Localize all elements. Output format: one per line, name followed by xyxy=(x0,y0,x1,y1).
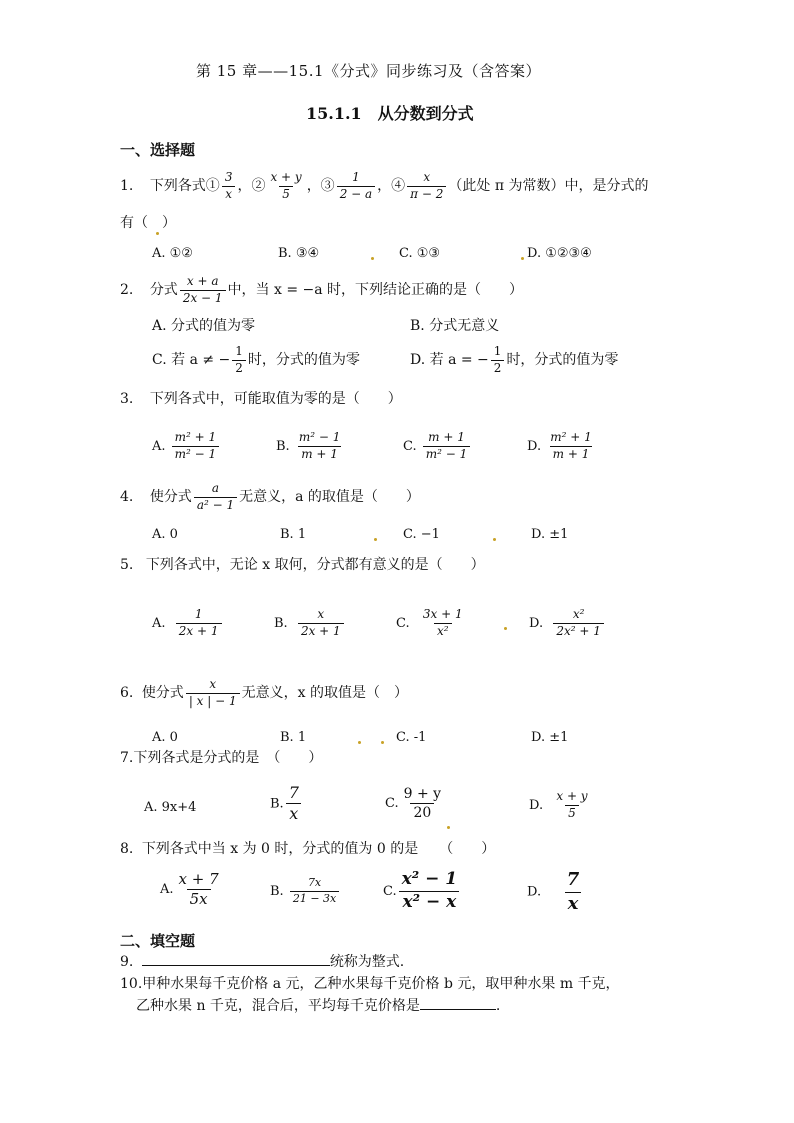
option-label: B. xyxy=(274,616,288,631)
question-text: 使分式 xyxy=(141,685,184,701)
option-a[interactable]: A. 0 xyxy=(152,730,178,745)
fraction: $\frac{1}{2}$ xyxy=(232,345,246,376)
decorative-dot xyxy=(156,232,159,235)
option-b[interactable] xyxy=(270,872,341,912)
option-text: D. 若 a = − xyxy=(410,352,489,368)
question-text: 乙种水果 n 千克，混合后，平均每千克价格是 xyxy=(136,998,420,1014)
question-7 xyxy=(120,751,322,765)
fraction: $\frac{\text{m² + 1}}{\text{m² − 1}}$ xyxy=(172,431,220,462)
answer-blank[interactable] xyxy=(420,1009,496,1010)
question-1 xyxy=(120,167,649,205)
section-fill-heading: 二、填空题 xyxy=(120,932,196,950)
fraction: $\frac{x}{2x + 1}$ xyxy=(298,608,344,639)
option-d[interactable]: D. ①②③④ xyxy=(527,246,592,261)
option-a[interactable]: A. 9x+4 xyxy=(144,800,197,815)
question-text: 有（ ） xyxy=(120,215,176,231)
question-text: 使分式 xyxy=(149,489,192,505)
option-d[interactable]: D. ±1 xyxy=(531,527,569,542)
option-label: B. xyxy=(270,796,284,812)
option-b[interactable]: B. 1 xyxy=(280,527,307,542)
option-a[interactable]: A. 分式的值为零 xyxy=(152,318,256,334)
question-10-line1: 10.甲种水果每千克价格 a 元，乙种水果每千克价格 b 元，取甲种水果 m 千克， xyxy=(120,976,620,992)
question-text: 无意义，x 的取值是（ ） xyxy=(241,685,408,701)
option-b[interactable]: B. 1 xyxy=(280,730,307,745)
fraction: $\frac{7x}{21 - 3x}$ xyxy=(290,877,339,905)
fraction: $\frac{x + y}{5}$ xyxy=(270,169,302,201)
decorative-dot xyxy=(374,538,377,541)
option-label: C. xyxy=(403,439,417,454)
question-number: 8. xyxy=(120,841,134,857)
question-text: （此处 π 为常数）中，是分式的 xyxy=(448,178,649,194)
question-text: ，② xyxy=(237,178,266,194)
question-text: . xyxy=(495,998,501,1014)
option-c[interactable] xyxy=(385,784,446,824)
fraction: $\frac{\text{x²}}{\text{2x² + 1}}$ xyxy=(553,608,604,639)
question-text: 无意义，a 的取值是（ ） xyxy=(239,489,420,505)
question-text: ，④ xyxy=(377,178,406,194)
decorative-dot xyxy=(504,627,507,630)
option-label: A. xyxy=(160,882,174,897)
page-subtitle: 15.1.1 从分数到分式 xyxy=(306,104,474,123)
decorative-dot xyxy=(358,741,361,744)
option-label: D. xyxy=(529,798,544,813)
option-c[interactable] xyxy=(383,870,462,914)
fraction: $\frac{m + 1}{\text{m² − 1}}$ xyxy=(423,431,471,462)
option-text: C. 若 a ≠ − xyxy=(152,352,231,368)
option-d[interactable]: D. ±1 xyxy=(531,730,569,745)
question-8 xyxy=(120,842,495,856)
option-b[interactable]: B. ③④ xyxy=(278,246,320,261)
question-text: 下列各式中当 x 为 0 时，分式的值为 0 的是 （ ） xyxy=(141,841,496,857)
question-4 xyxy=(120,478,420,516)
option-label: B. xyxy=(270,884,284,899)
question-text: 下列各式是分式的是 （ ） xyxy=(133,750,323,766)
option-label: A. xyxy=(152,616,166,631)
option-c[interactable]: C. -1 xyxy=(396,730,427,745)
fraction: $\frac{7}{x}$ xyxy=(564,870,583,914)
question-9 xyxy=(120,955,404,969)
fraction: $\frac{x + y}{5}$ xyxy=(556,789,588,820)
question-text: ，③ xyxy=(306,178,335,194)
question-number: 7. xyxy=(120,750,134,766)
option-label: B. xyxy=(276,439,290,454)
fraction: $\frac{3x + 1}{\text{x²}}$ xyxy=(422,607,463,638)
fraction: $\frac{1}{2x + 1}$ xyxy=(176,608,222,639)
option-c[interactable]: C. −1 xyxy=(403,527,440,542)
option-d[interactable] xyxy=(410,341,618,379)
option-text: 时，分式的值为零 xyxy=(506,352,619,368)
question-text: 下列各式① xyxy=(149,178,220,194)
fraction: $\frac{1}{2}$ xyxy=(491,345,505,376)
answer-blank[interactable] xyxy=(142,965,330,966)
decorative-dot xyxy=(371,257,374,260)
question-3 xyxy=(120,392,402,406)
question-text: 中，当 x = −a 时，下列结论正确的是（ ） xyxy=(227,282,524,298)
fraction: $\frac{x}{| x | - 1}$ xyxy=(186,678,240,709)
option-label: D. xyxy=(529,616,544,631)
question-number: 3. xyxy=(120,391,134,407)
question-text: 下列各式中，可能取值为零的是（ ） xyxy=(149,391,402,407)
fraction: $\frac{\text{m² − 1}}{m + 1}$ xyxy=(298,430,341,461)
option-d[interactable] xyxy=(529,604,606,644)
option-label: C. xyxy=(385,796,399,811)
option-d[interactable] xyxy=(527,870,584,915)
question-5 xyxy=(120,558,485,572)
question-number: 1. xyxy=(120,178,134,194)
fraction: $\frac{\text{x² − 1}}{\text{x² − x}}$ xyxy=(399,870,461,912)
fraction: $\frac{a}{\text{a² − 1}}$ xyxy=(194,482,237,513)
option-d[interactable] xyxy=(527,427,597,467)
fraction: $\frac{x + 7}{5x}$ xyxy=(178,869,219,908)
question-2 xyxy=(120,271,523,309)
fraction: $\frac{3}{x}$ xyxy=(222,171,236,202)
question-text: 统称为整式. xyxy=(329,954,405,970)
fraction: $\frac{x}{\pi - 2}$ xyxy=(407,171,446,202)
option-a[interactable]: A. 0 xyxy=(152,527,178,542)
option-a[interactable]: A. ①② xyxy=(152,246,193,261)
option-label: C. xyxy=(383,884,397,899)
option-b[interactable] xyxy=(274,604,346,644)
question-number: 6. xyxy=(120,685,134,701)
option-a[interactable] xyxy=(152,427,221,467)
option-text: 时，分式的值为零 xyxy=(247,352,360,368)
question-text: 分式 xyxy=(149,282,178,298)
option-c[interactable] xyxy=(396,604,468,644)
fraction: $\frac{7}{x}$ xyxy=(286,784,302,824)
question-text: 下列各式中，无论 x 取何，分式都有意义的是（ ） xyxy=(145,557,485,573)
fraction: $\frac{9 + y}{20}$ xyxy=(403,785,442,821)
decorative-dot xyxy=(381,741,384,744)
decorative-dot xyxy=(521,257,524,260)
page-title: 第 15 章——15.1《分式》同步练习及（含答案） xyxy=(196,62,542,80)
option-a[interactable] xyxy=(160,868,224,912)
option-b[interactable] xyxy=(270,784,304,824)
fraction: $\frac{x + a}{2x - 1}$ xyxy=(180,275,226,306)
option-c[interactable]: C. ①③ xyxy=(399,246,441,261)
option-label: D. xyxy=(527,439,542,454)
section-choice-heading: 一、选择题 xyxy=(120,141,196,159)
option-label: A. xyxy=(152,439,166,454)
fraction: $\frac{1}{2 - a}$ xyxy=(337,171,375,202)
option-c[interactable] xyxy=(152,341,360,379)
option-a[interactable] xyxy=(152,604,224,644)
option-c[interactable] xyxy=(403,427,472,467)
option-b[interactable] xyxy=(276,427,345,467)
question-6 xyxy=(120,674,408,712)
decorative-dot xyxy=(493,538,496,541)
question-number: 2. xyxy=(120,282,134,298)
option-label: D. xyxy=(527,884,542,900)
option-label: C. xyxy=(396,616,410,631)
question-number: 5. xyxy=(120,557,134,573)
fraction: $\frac{\text{m² + 1}}{m + 1}$ xyxy=(550,430,592,461)
question-number: 9. xyxy=(120,954,134,970)
option-b[interactable]: B. 分式无意义 xyxy=(410,318,500,334)
decorative-dot xyxy=(447,826,450,829)
option-d[interactable] xyxy=(529,786,593,826)
question-10-line2 xyxy=(136,999,500,1013)
question-number: 4. xyxy=(120,489,134,505)
question-1-line2 xyxy=(120,215,176,235)
